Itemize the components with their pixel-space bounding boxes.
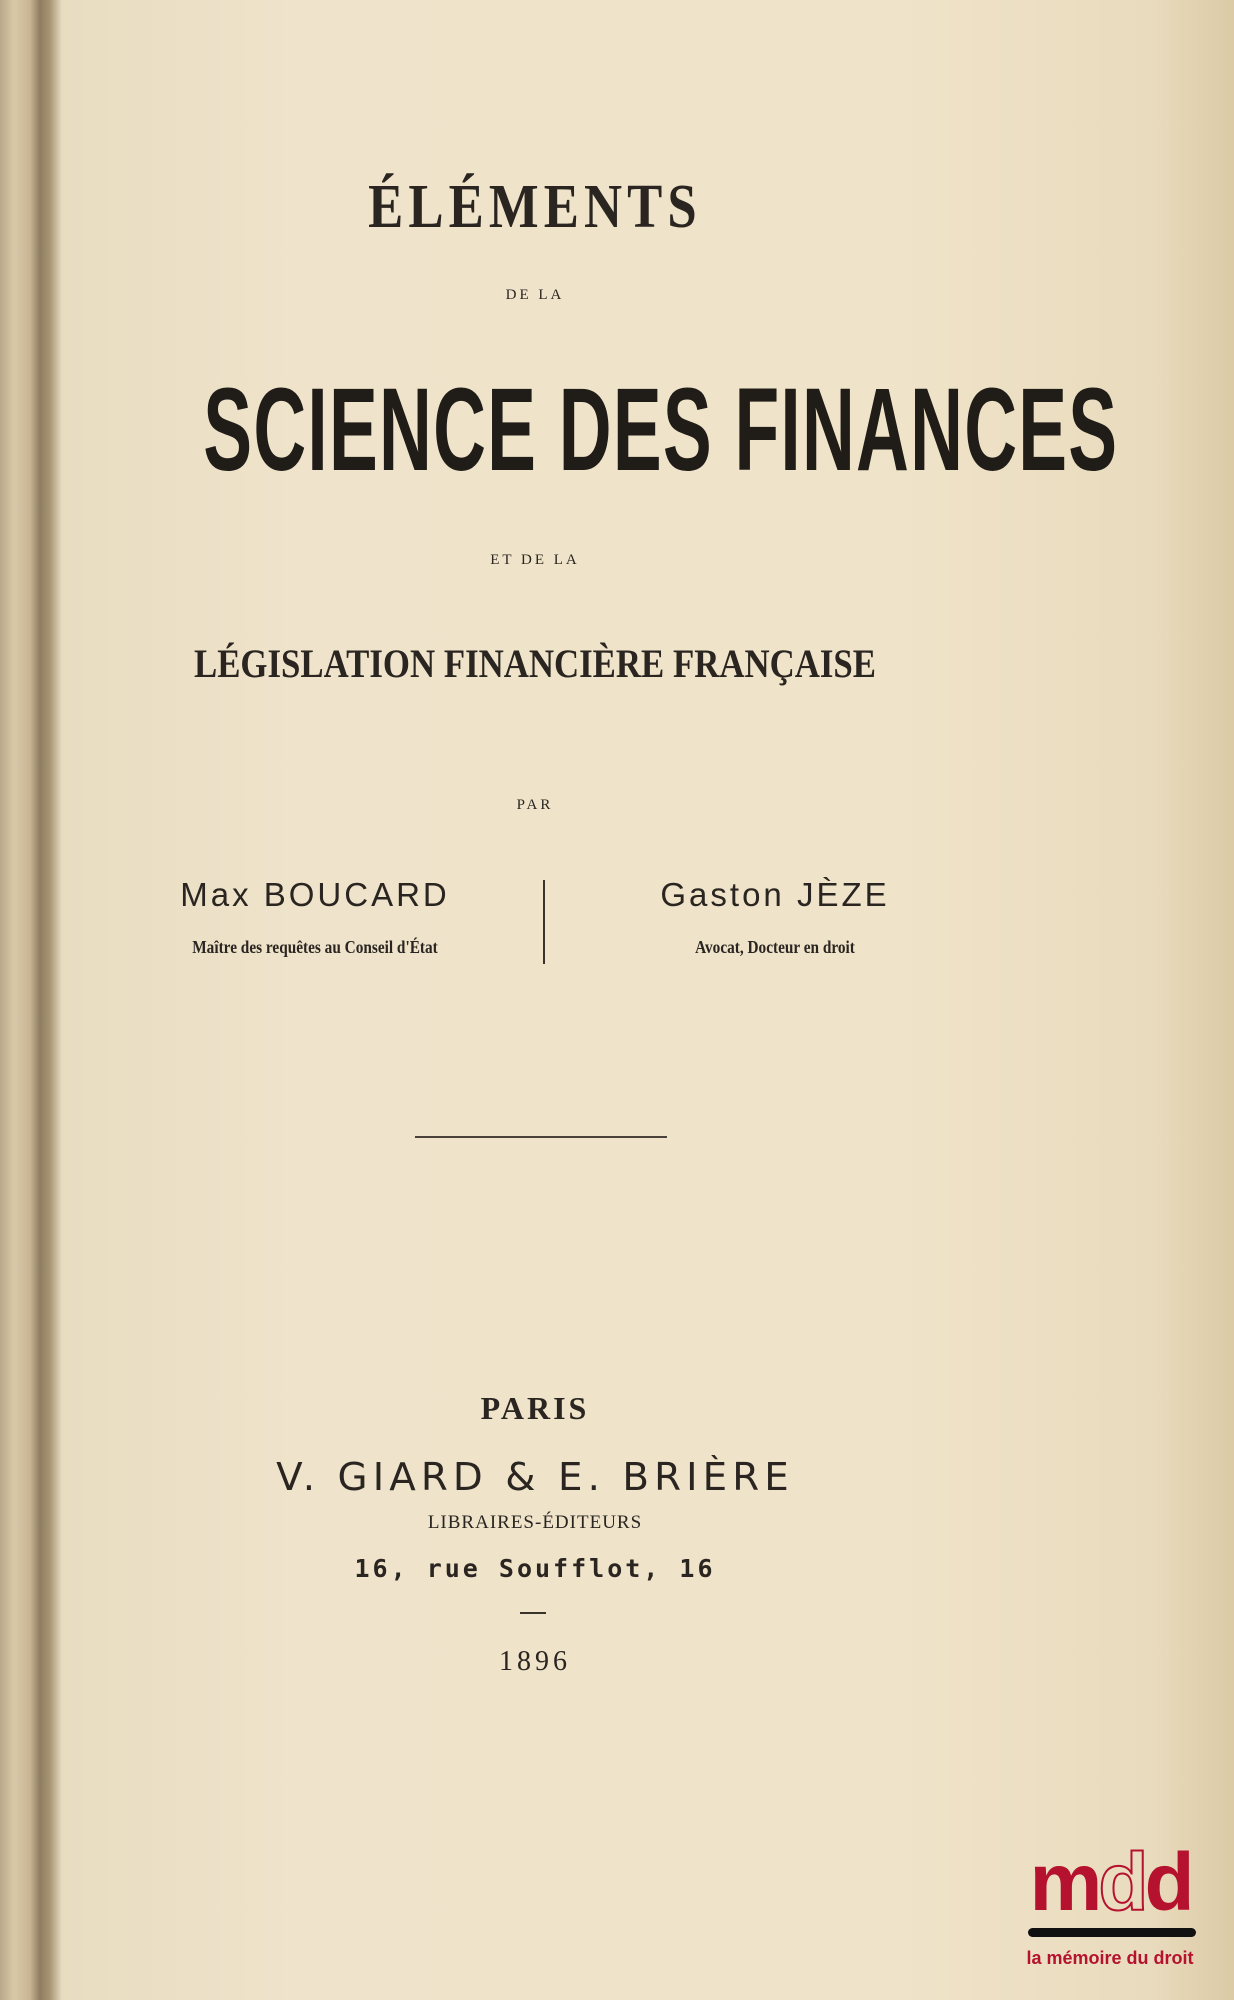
publisher-type: LIBRAIRES-ÉDITEURS — [427, 1512, 643, 1533]
publisher-name: V. GIARD & E. BRIÈRE — [276, 1455, 794, 1499]
dash-separator — [520, 1612, 546, 1614]
mdd-logo — [1010, 1838, 1210, 1978]
by-label: PAR — [516, 797, 554, 813]
author-role-2: Avocat, Docteur en droit — [695, 937, 855, 957]
connector-et-de-la: ET DE LA — [490, 552, 580, 568]
title-elements: ÉLÉMENTS — [368, 173, 702, 241]
title-main: SCIENCE DES FINANCES — [203, 364, 1119, 496]
publisher-address: 16, rue Soufflot, 16 — [354, 1554, 716, 1583]
svg-text:mdd: mdd — [1029, 1838, 1191, 1928]
title-subtitle: LÉGISLATION FINANCIÈRE FRANÇAISE — [194, 641, 876, 686]
author-name-1: Max BOUCARD — [180, 876, 450, 913]
publisher-city: PARIS — [480, 1390, 590, 1426]
publication-year: 1896 — [499, 1646, 571, 1677]
connector-de-la: DE LA — [505, 287, 565, 303]
author-divider — [543, 880, 545, 964]
separator-rule — [415, 1136, 667, 1138]
author-name-2: Gaston JÈZE — [660, 876, 890, 913]
logo-tagline: la mémoire du droit — [1026, 1948, 1194, 1968]
author-role-1: Maître des requêtes au Conseil d'État — [192, 937, 438, 957]
